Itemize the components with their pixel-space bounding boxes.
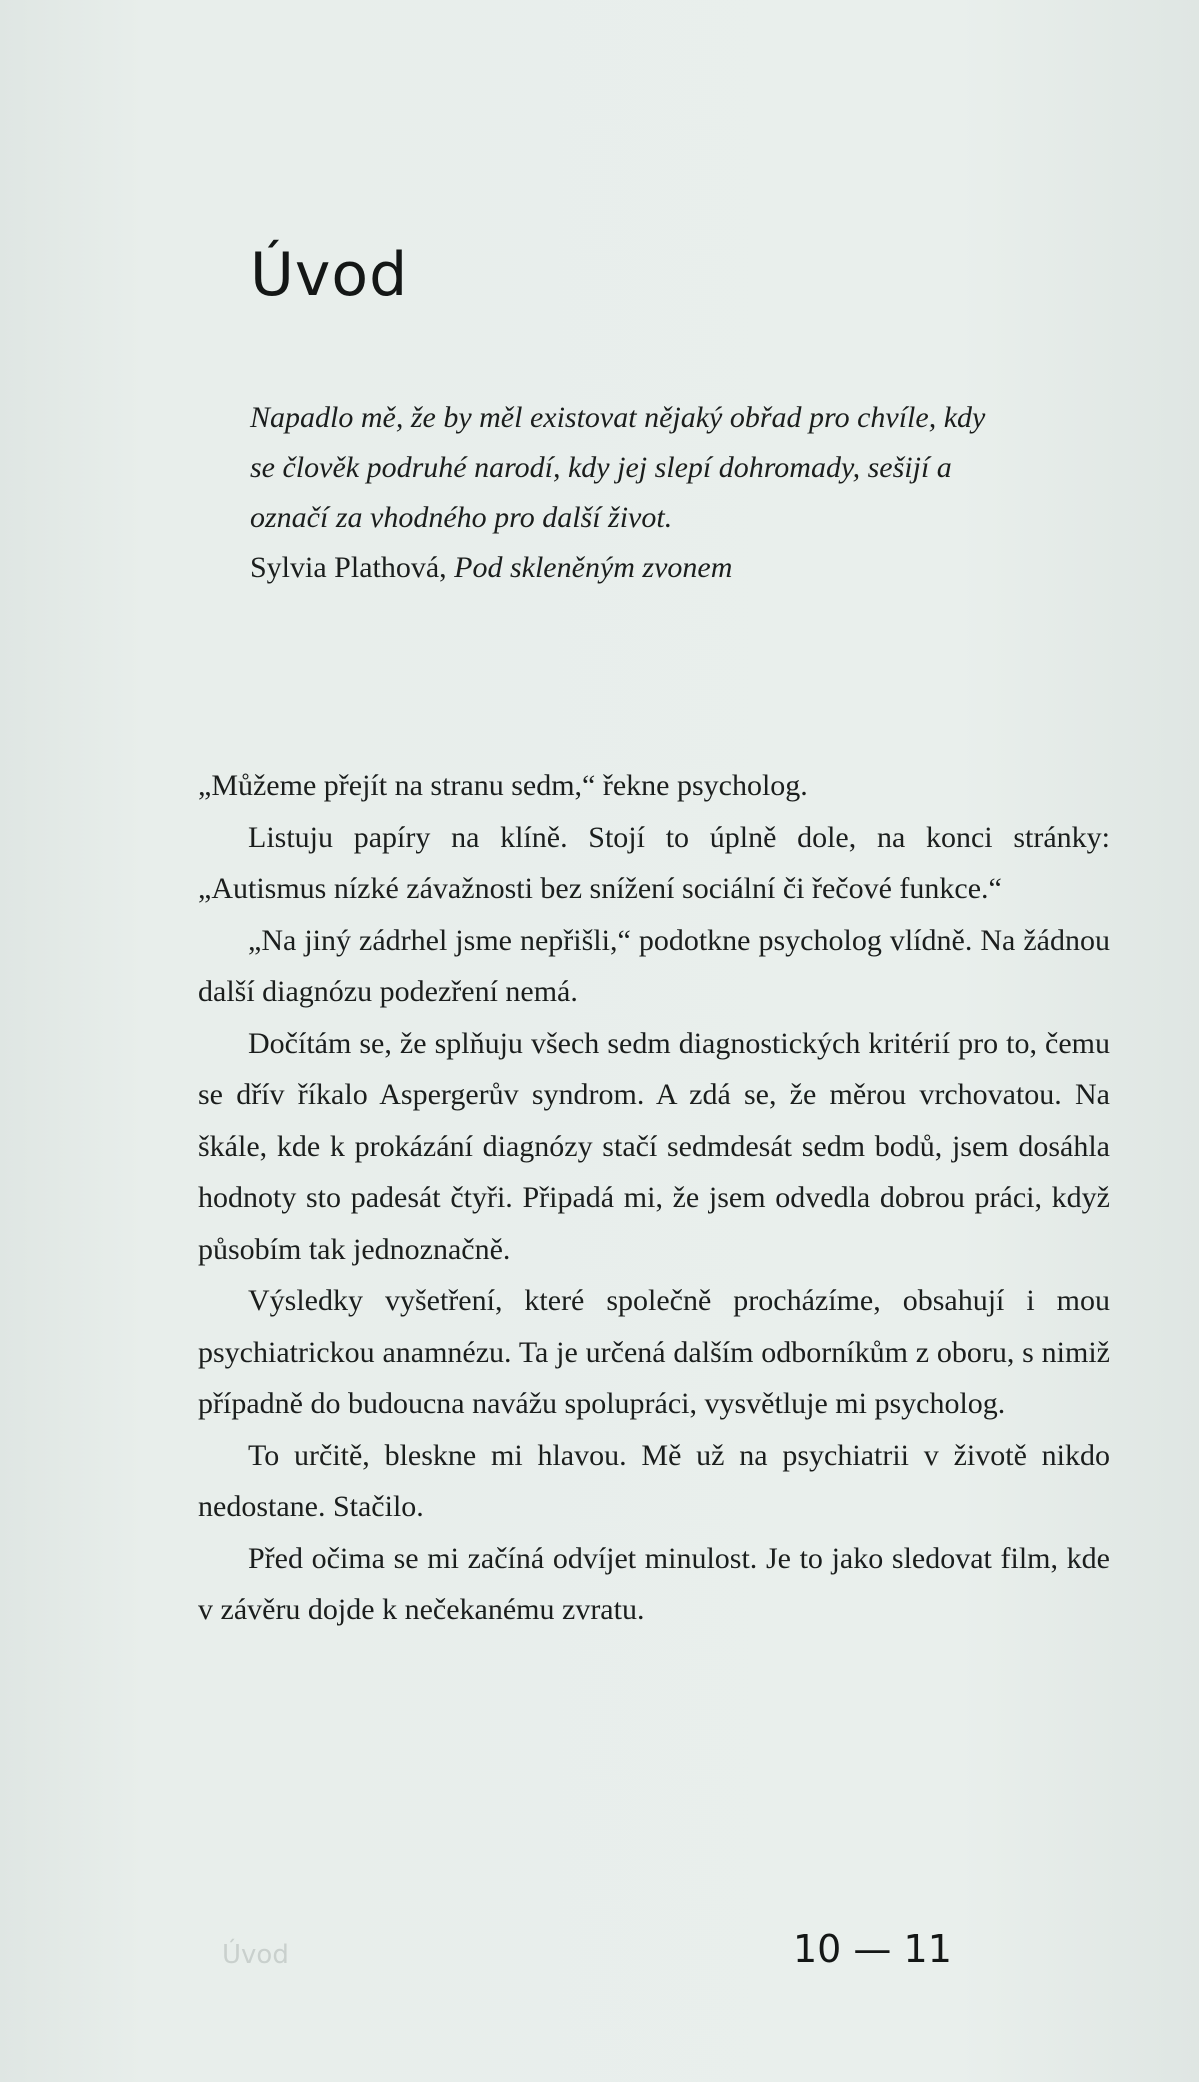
chapter-title: Úvod bbox=[250, 240, 409, 310]
paragraph: To určitě, bleskne mi hlavou. Mě už na psychiatrii v životě nikdo nedostane. Stačilo. bbox=[198, 1438, 1110, 1523]
page-numbers: 10 — 11 bbox=[793, 1927, 952, 1971]
epigraph-author: Sylvia Plathová, bbox=[250, 551, 455, 584]
epigraph bbox=[250, 393, 1010, 593]
chapter-body bbox=[198, 760, 1110, 1636]
paragraph: „Na jiný zádrhel jsme nepřišli,“ podotkne psycholog vlídně. Na žádnou další diagnózu podezření nemá. bbox=[198, 923, 1110, 1008]
paragraph: Listuju papíry na klíně. Stojí to úplně dole, na konci stránky: „Autismus nízké závažnosti bez snížení sociální či řečové funkce.“ bbox=[198, 820, 1110, 905]
running-head: Úvod bbox=[222, 1940, 289, 1970]
paragraph: Dočítám se, že splňuju všech sedm diagnostických kritérií pro to, čemu se dřív říkalo Aspergerův syndrom. A zdá se, že měrou vrchovatou. Na škále, kde k prokázání diagnózy stačí sedmdesát sedm bodů, jsem dosáhla hodnoty sto padesát čtyři. Připadá mi, že jsem odvedla dobrou práci, když působím tak jednoznačně. bbox=[198, 1026, 1110, 1266]
paragraph: Před očima se mi začíná odvíjet minulost. Je to jako sledovat film, kde v závěru dojde k nečekanému zvratu. bbox=[198, 1541, 1110, 1626]
paragraph: Výsledky vyšetření, které společně procházíme, obsahují i mou psychiatrickou anamnézu. Ta je určená dalším odborníkům z oboru, s nimiž případně do budoucna navážu spolupráci, vysvětluje mi psycholog. bbox=[198, 1284, 1110, 1420]
epigraph-attribution bbox=[250, 543, 1010, 593]
paragraph: „Můžeme přejít na stranu sedm,“ řekne psycholog. bbox=[198, 769, 808, 802]
epigraph-book-title: Pod skleněným zvonem bbox=[454, 551, 733, 584]
epigraph-text: Napadlo mě, že by měl existovat nějaký obřad pro chvíle, kdy se člověk podruhé narodí, kdy jej slepí dohromady, sešijí a označí za vhodného pro další život. bbox=[250, 401, 986, 534]
